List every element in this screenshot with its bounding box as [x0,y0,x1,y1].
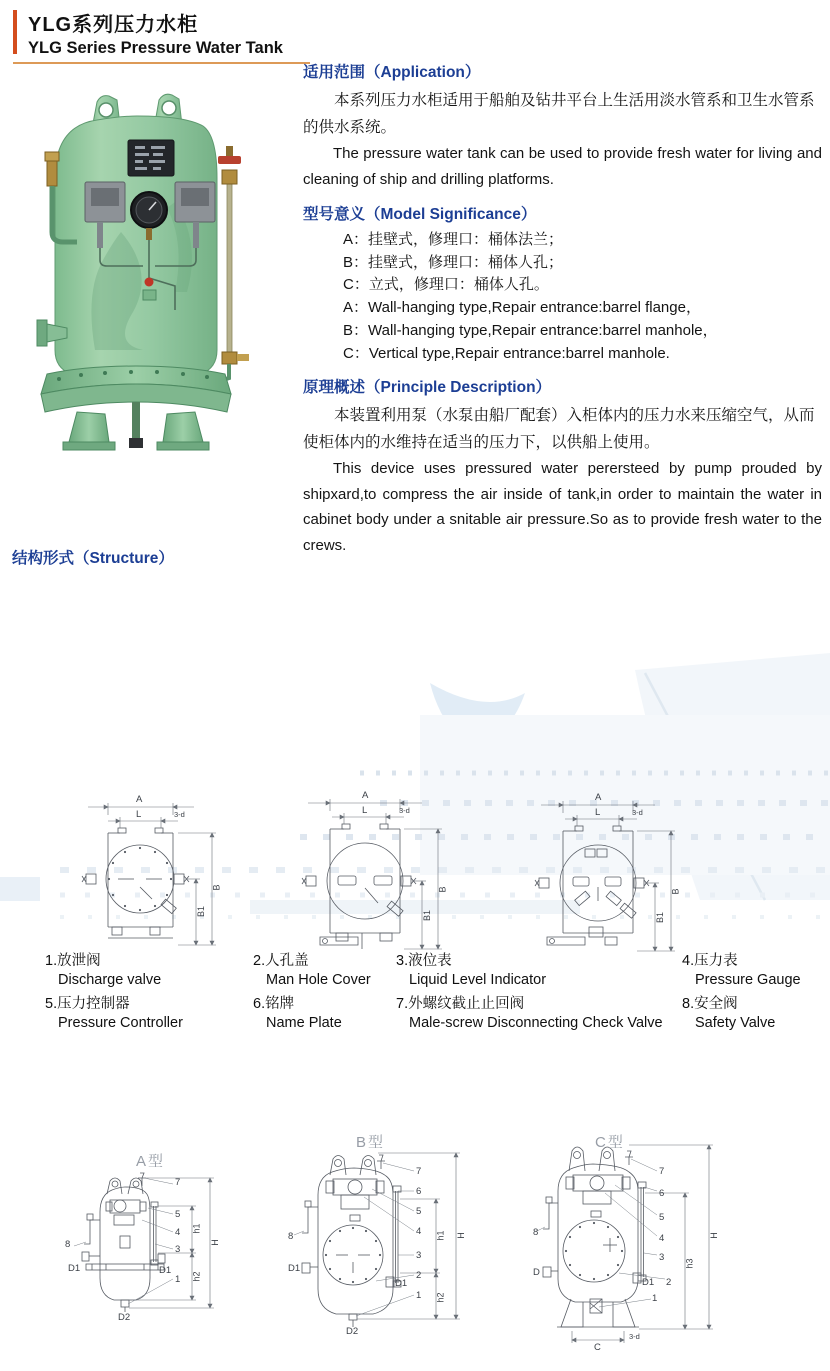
dim-l: L [362,805,368,816]
dim-h2: h2 [435,1292,446,1303]
legend-item-pressure-gauge [682,952,830,990]
legend-item-name-plate [253,995,396,1033]
model-heading: 型号意义（Model Significance） [303,205,537,223]
type-a-label: A型 [136,1153,166,1170]
section-principle [303,375,822,559]
callout-3: 3 [175,1244,181,1255]
legend-en: Man Hole Cover [266,972,371,988]
legend-item-pressure-controller [45,995,253,1033]
legend-item-safety-valve [682,995,830,1033]
topview-type-c [533,792,688,960]
label-d2: D2 [118,1312,131,1323]
model-line-a-en: A：Wall-hanging type,Repair entrance:barrel flange， [343,299,701,317]
label-d-left: D [533,1267,540,1278]
principle-heading: 原理概述（Principle Description） [303,378,552,396]
dim-b: B [670,888,681,895]
legend-zh: 8.安全阀 [682,996,738,1012]
legend-zh: 3.液位表 [396,953,452,969]
legend-en: Pressure Gauge [695,972,801,988]
dim-b1: B1 [422,909,433,922]
legend-zh: 6.铭牌 [253,996,295,1012]
legend-en: Male-screw Disconnecting Check Valve [409,1015,663,1031]
label-d1-right: D1 [395,1278,408,1289]
legend-item-manhole-cover [253,952,396,990]
product-photo [25,82,305,454]
callout-3: 3 [659,1252,665,1263]
dim-h1: h1 [435,1230,446,1241]
dim-h: H [708,1232,719,1239]
dim-a: A [595,792,602,803]
section-application [303,60,822,193]
note-3d: 3-d [629,1332,640,1341]
model-line-c-en: C：Vertical type,Repair entrance:barrel manhole. [343,344,670,362]
diagram-type-c [533,1131,733,1371]
callout-8: 8 [65,1239,71,1250]
application-heading: 适用范围（Application） [303,64,481,81]
callout-4: 4 [175,1227,181,1238]
dim-b: B [437,886,448,893]
callout-5: 5 [175,1209,181,1220]
dim-b: B [211,884,222,891]
dim-c: C [594,1342,601,1353]
model-line-a-zh: A：挂壁式，修理口：桶体法兰； [343,230,564,248]
principle-text-zh: 本装置利用泵（水泵由船厂配套）入柜体内的压力水来压缩空气，从而使柜体内的水维持在适当的压力下，以供船上使用。 [303,406,815,451]
dim-a: A [362,790,369,801]
label-d1-left: D1 [68,1263,81,1274]
callout-7: 7 [659,1166,665,1177]
model-line-b-zh: B：挂壁式，修理口：桶体人孔； [343,253,564,271]
application-text-en: The pressure water tank can be used to provide fresh water for living and cleaning of ship and drilling platforms. [303,145,822,189]
callout-6: 6 [416,1186,422,1197]
callout-8: 8 [533,1227,539,1238]
page-header [13,8,323,64]
diagram-type-a [62,1148,232,1353]
dim-h: H [455,1232,466,1239]
callout-3: 3 [416,1250,422,1261]
note-3d: 3-d [399,806,410,815]
legend-item-liquid-level-indicator [396,952,682,990]
legend-en: Safety Valve [695,1015,776,1031]
application-text-zh: 本系列压力水柜适用于船舶及钻井平台上生活用淡水管系和卫生水管系的供水系统。 [303,92,815,137]
callout-7: 7 [416,1166,422,1177]
label-d1-right: D1 [642,1277,655,1288]
section-model-significance [303,202,822,366]
callout-4: 4 [416,1226,422,1237]
dim-b1: B1 [196,905,207,918]
topview-b-drawing [300,790,455,958]
principle-text-en: This device uses pressured water perersteed by pump prouded by shipxard,to compress the air inside of tank,in order to maintain the water in cabinet body under a snitable air pressure.So as to provide fresh water to the crews. [303,459,822,555]
dim-l: L [136,809,142,820]
callout-4: 4 [659,1233,665,1244]
pressure-tank-illustration [25,82,305,454]
callout-5: 5 [659,1212,665,1223]
parts-legend [0,952,830,1033]
legend-item-check-valve [396,995,682,1033]
legend-zh: 2.人孔盖 [253,953,309,969]
page-title-en: YLG Series Pressure Water Tank [28,39,283,57]
label-d1-left: D1 [288,1263,301,1274]
callout-1: 1 [652,1293,658,1304]
topview-type-b [300,790,455,958]
legend-zh: 7.外螺纹截止止回阀 [396,996,525,1012]
model-line-c-zh: C：立式，修理口：桶体人孔。 [343,276,549,294]
legend-en: Discharge valve [58,972,162,988]
dim-h: H [209,1239,220,1246]
title-underline [13,62,310,64]
diagram-type-b [288,1131,483,1359]
label-d1-right: D1 [159,1265,172,1276]
type-a-drawing [62,1148,232,1353]
callout-2: 2 [416,1270,422,1281]
legend-en: Name Plate [266,1015,342,1031]
topview-a-drawing [78,795,228,953]
dim-h3: h3 [684,1258,695,1269]
content-column [303,60,822,568]
note-3d: 3-d [632,808,643,817]
type-b-drawing [288,1131,483,1359]
topview-type-a [78,795,228,953]
legend-zh: 1.放泄阀 [45,953,101,969]
structure-heading: 结构形式（Structure） [12,550,174,567]
label-d2: D2 [346,1326,359,1337]
callout-2: 2 [666,1277,672,1288]
callout-1: 1 [175,1274,181,1285]
model-line-b-en: B：Wall-hanging type,Repair entrance:barrel manhole， [343,322,718,340]
callout-8: 8 [288,1231,294,1242]
topview-c-drawing [533,792,688,960]
dim-a: A [136,794,143,805]
dim-l: L [595,807,601,818]
page-title-zh: YLG系列压力水柜 [28,14,199,36]
dim-b1: B1 [655,911,666,924]
callout-5: 5 [416,1206,422,1217]
callout-1: 1 [416,1290,422,1301]
legend-item-discharge-valve [45,952,253,990]
callout-7: 7 [175,1177,181,1188]
type-b-label: B型 [356,1134,386,1151]
title-accent-bar [13,10,17,54]
dim-h2: h2 [191,1271,202,1282]
legend-zh: 5.压力控制器 [45,996,130,1012]
legend-en: Liquid Level Indicator [409,972,547,988]
note-3d: 3-d [174,810,185,819]
callout-6: 6 [659,1188,665,1199]
dim-h1: h1 [191,1223,202,1234]
legend-en: Pressure Controller [58,1015,183,1031]
type-c-label: C型 [595,1134,625,1151]
legend-zh: 4.压力表 [682,953,738,969]
